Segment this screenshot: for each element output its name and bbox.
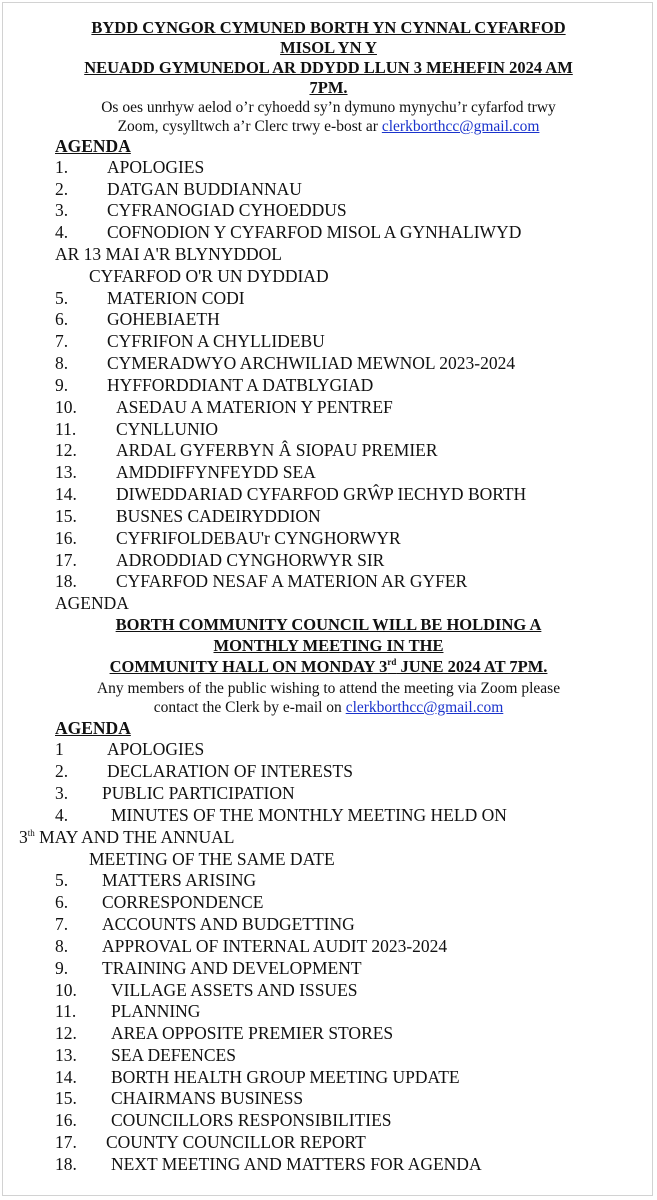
item-number: 2. xyxy=(55,179,69,199)
item-label: DIWEDDARIAD CYFARFOD GRŴP IECHYD BORTH xyxy=(116,484,527,504)
welsh-zoom-line-2 xyxy=(0,116,657,137)
continuation-text: MAY AND THE ANNUAL xyxy=(34,827,235,847)
item-18-continuation: AGENDA xyxy=(55,593,129,613)
item-label: ASEDAU A MATERION Y PENTREF xyxy=(116,397,393,417)
welsh-title-line-2: MISOL YN Y xyxy=(280,38,377,57)
item-number: 9. xyxy=(55,375,69,395)
item-number: 17. xyxy=(55,1132,77,1152)
item-label: COUNCILLORS RESPONSIBILITIES xyxy=(111,1110,392,1130)
item-label: ACCOUNTS AND BUDGETTING xyxy=(102,914,355,934)
item-label: PUBLIC PARTICIPATION xyxy=(102,783,295,803)
welsh-zoom-text: Zoom, cysylltwch a’r Clerc trwy e-bost ar xyxy=(117,118,382,135)
item-number: 18. xyxy=(55,1154,77,1174)
item-label: CYFRANOGIAD CYHOEDDUS xyxy=(107,200,347,220)
english-zoom-line-1: Any members of the public wishing to attend the meeting via Zoom please xyxy=(96,680,561,697)
item-number: 12. xyxy=(55,440,77,460)
item-4-continuation-1 xyxy=(19,827,234,848)
item-number: 11. xyxy=(55,419,77,439)
welsh-title-line-3: NEUADD GYMUNEDOL AR DDYDD LLUN 3 MEHEFIN 2024 AM xyxy=(84,58,573,77)
english-email-link[interactable]: clerkborthcc@gmail.com xyxy=(345,699,504,716)
item-label: ARDAL GYFERBYN Â SIOPAU PREMIER xyxy=(116,440,438,460)
ordinal-suffix: rd xyxy=(387,657,397,667)
item-label: HYFFORDDIANT A DATBLYGIAD xyxy=(107,375,374,395)
item-number: 1 xyxy=(55,739,64,759)
item-number: 13. xyxy=(55,1045,77,1065)
item-label: APOLOGIES xyxy=(107,739,205,759)
item-4-continuation-2: MEETING OF THE SAME DATE xyxy=(89,849,335,869)
item-label: APOLOGIES xyxy=(107,157,205,177)
item-label: MATTERS ARISING xyxy=(102,870,257,890)
item-number: 15. xyxy=(55,506,77,526)
english-title-line-2: MONTHLY MEETING IN THE xyxy=(213,636,444,655)
day-number: 3 xyxy=(19,827,28,847)
item-number: 10. xyxy=(55,397,77,417)
item-number: 3. xyxy=(55,200,69,220)
item-label: CORRESPONDENCE xyxy=(102,892,264,912)
item-number: 11. xyxy=(55,1001,77,1021)
item-number: 8. xyxy=(55,936,69,956)
english-agenda-heading: AGENDA xyxy=(55,718,131,738)
item-number: 16. xyxy=(55,528,77,548)
item-number: 5. xyxy=(55,870,69,890)
item-label: DATGAN BUDDIANNAU xyxy=(107,179,302,199)
title-date-text: COMMUNITY HALL ON MONDAY 3 xyxy=(109,657,388,676)
item-number: 18. xyxy=(55,571,77,591)
item-label: MINUTES OF THE MONTHLY MEETING HELD ON xyxy=(111,805,507,825)
item-number: 6. xyxy=(55,309,69,329)
item-label: AMDDIFFYNFEYDD SEA xyxy=(116,462,316,482)
item-number: 1. xyxy=(55,157,69,177)
item-label: PLANNING xyxy=(111,1001,201,1021)
english-zoom-line-2 xyxy=(0,697,657,718)
item-label: COFNODION Y CYFARFOD MISOL A GYNHALIWYD xyxy=(107,222,522,242)
item-number: 6. xyxy=(55,892,69,912)
item-number: 17. xyxy=(55,550,77,570)
item-number: 9. xyxy=(55,958,69,978)
item-number: 12. xyxy=(55,1023,77,1043)
item-label: CYFRIFOLDEBAU'r CYNGHORWYR xyxy=(116,528,401,548)
item-label: CYFARFOD NESAF A MATERION AR GYFER xyxy=(116,571,468,591)
item-label: TRAINING AND DEVELOPMENT xyxy=(102,958,362,978)
welsh-email-link[interactable]: clerkborthcc@gmail.com xyxy=(381,118,540,135)
item-number: 4. xyxy=(55,222,69,242)
item-label: ADRODDIAD CYNGHORWYR SIR xyxy=(116,550,385,570)
item-label: MATERION CODI xyxy=(107,288,245,308)
item-label: CHAIRMANS BUSINESS xyxy=(111,1088,304,1108)
item-number: 7. xyxy=(55,331,69,351)
item-number: 2. xyxy=(55,761,69,781)
item-label: GOHEBIAETH xyxy=(107,309,220,329)
welsh-zoom-line-1: Os oes unrhyw aelod o’r cyhoedd sy’n dymuno mynychu’r cyfarfod trwy xyxy=(101,99,556,116)
item-number: 15. xyxy=(55,1088,77,1108)
ordinal-suffix: th xyxy=(27,828,35,838)
item-number: 13. xyxy=(55,462,77,482)
item-number: 14. xyxy=(55,484,77,504)
item-number: 7. xyxy=(55,914,69,934)
item-4-continuation-1: AR 13 MAI A'R BLYNYDDOL xyxy=(55,244,282,264)
item-number: 16. xyxy=(55,1110,77,1130)
item-label: VILLAGE ASSETS AND ISSUES xyxy=(111,980,358,1000)
welsh-title-line-4: 7PM. xyxy=(309,78,348,97)
item-label: AREA OPPOSITE PREMIER STORES xyxy=(111,1023,394,1043)
item-number: 5. xyxy=(55,288,69,308)
item-number: 14. xyxy=(55,1067,77,1087)
item-number: 4. xyxy=(55,805,69,825)
title-date-text-end: JUNE 2024 AT 7PM. xyxy=(396,657,548,676)
item-label: APPROVAL OF INTERNAL AUDIT 2023-2024 xyxy=(102,936,448,956)
english-title-line-1: BORTH COMMUNITY COUNCIL WILL BE HOLDING A xyxy=(115,615,542,634)
item-label: BORTH HEALTH GROUP MEETING UPDATE xyxy=(111,1067,460,1087)
item-number: 8. xyxy=(55,353,69,373)
item-number: 10. xyxy=(55,980,77,1000)
item-label: DECLARATION OF INTERESTS xyxy=(107,761,353,781)
item-label: BUSNES CADEIRYDDION xyxy=(116,506,321,526)
item-number: 3. xyxy=(55,783,69,803)
welsh-title-line-1: BYDD CYNGOR CYMUNED BORTH YN CYNNAL CYFARFOD xyxy=(91,18,566,37)
item-label: SEA DEFENCES xyxy=(111,1045,236,1065)
item-label: COUNTY COUNCILLOR REPORT xyxy=(106,1132,366,1152)
item-label: CYNLLUNIO xyxy=(116,419,219,439)
item-label: CYMERADWYO ARCHWILIAD MEWNOL 2023-2024 xyxy=(107,353,516,373)
item-label: NEXT MEETING AND MATTERS FOR AGENDA xyxy=(111,1154,482,1174)
english-title-line-3 xyxy=(0,656,657,678)
item-label: CYFRIFON A CHYLLIDEBU xyxy=(107,331,325,351)
english-zoom-text: contact the Clerk by e-mail on xyxy=(153,699,346,716)
item-4-continuation-2: CYFARFOD O'R UN DYDDIAD xyxy=(89,266,329,286)
welsh-agenda-heading: AGENDA xyxy=(55,136,131,156)
